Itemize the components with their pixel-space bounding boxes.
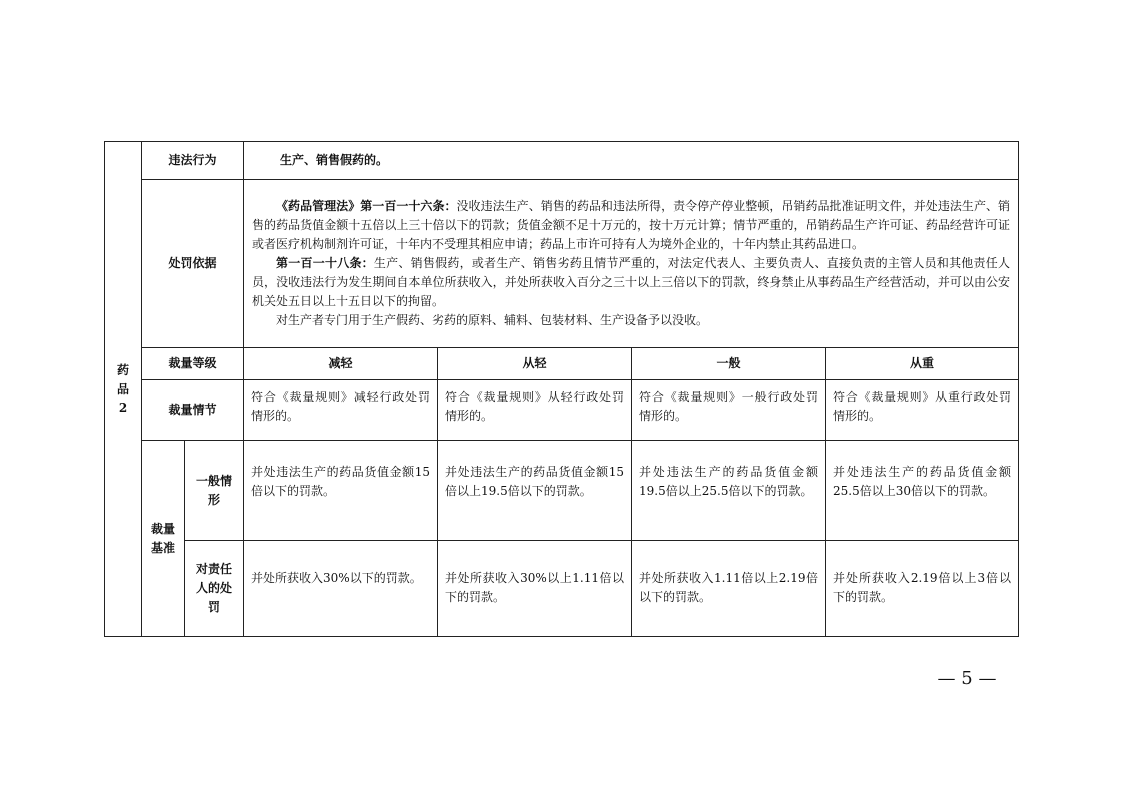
article-118-text: 生产、销售假药，或者生产、销售劣药且情节严重的，对法定代表人、主要负责人、直接负责的主管人员和其他责任人员，没收违法行为发生期间自本单位所获收入，并处所获收入百分之三十以上三倍以下的罚款，终身禁止从事药品生产经营活动，并可以由公安机关处五日以上十五日以下的拘留。 <box>252 255 1011 308</box>
responsible-benchmark-row <box>105 541 1019 637</box>
penalty-table <box>104 141 1019 637</box>
levels-row <box>105 348 1019 380</box>
circumstances-label: 裁量情节 <box>142 380 244 441</box>
basis-row <box>105 180 1019 348</box>
article-116-text: 没收违法生产、销售的药品和违法所得，责令停产停业整顿，吊销药品批准证明文件，并处违法生产、销售的药品货值金额十五倍以上三十倍以下的罚款；货值金额不足十万元的，按十万元计算；情节严重的，吊销药品生产许可证、药品经营许可证或者医疗机构制剂许可证，十年内不受理其相应申请；药品上市许可持有人为境外企业的，十年内禁止其药品进口。 <box>252 198 1011 251</box>
responsible-mitigated: 并处所获收入30%以下的罚款。 <box>244 541 438 637</box>
general-general: 并处违法生产的药品货值金额19.5倍以上25.5倍以下的罚款。 <box>632 441 826 541</box>
general-case-label <box>185 441 244 541</box>
benchmark-label-line1: 裁量 <box>150 521 175 536</box>
violation-text: 生产、销售假药的。 <box>244 142 1019 180</box>
benchmark-label-line2: 基准 <box>150 540 175 555</box>
responsible-severe: 并处所获收入2.19倍以上3倍以下的罚款。 <box>826 541 1019 637</box>
violation-label: 违法行为 <box>142 142 244 180</box>
circumstance-lenient: 符合《裁量规则》从轻行政处罚情形的。 <box>438 380 632 441</box>
levels-label: 裁量等级 <box>142 348 244 380</box>
general-case-label-line2: 形 <box>208 492 221 507</box>
responsible-person-label <box>185 541 244 637</box>
circumstance-severe: 符合《裁量规则》从重行政处罚情形的。 <box>826 380 1019 441</box>
general-benchmark-row <box>105 441 1019 541</box>
category-number: 2 <box>118 400 128 415</box>
basis-label: 处罚依据 <box>142 180 244 348</box>
page-number: — 5 — <box>937 668 997 689</box>
basis-paragraph-3: 对生产者专门用于生产假药、劣药的原料、辅料、包装材料、生产设备予以没收。 <box>276 312 709 327</box>
violation-row <box>105 142 1019 180</box>
benchmark-label <box>142 441 185 637</box>
circumstance-general: 符合《裁量规则》一般行政处罚情形的。 <box>632 380 826 441</box>
article-116-title: 《药品管理法》第一百一十六条： <box>276 198 457 213</box>
category-char-2: 品 <box>116 381 129 396</box>
article-118-title: 第一百一十八条： <box>276 255 374 270</box>
level-lenient: 从轻 <box>438 348 632 380</box>
basis-paragraph-2 <box>252 254 1010 311</box>
responsible-label-line2: 人的处 <box>196 581 233 595</box>
responsible-label-line3: 罚 <box>208 600 221 614</box>
level-mitigated: 减轻 <box>244 348 438 380</box>
circumstance-mitigated: 符合《裁量规则》减轻行政处罚情形的。 <box>244 380 438 441</box>
responsible-label-line1: 对责任 <box>196 562 233 576</box>
responsible-general: 并处所获收入1.11倍以上2.19倍以下的罚款。 <box>632 541 826 637</box>
basis-paragraph-1 <box>252 197 1010 254</box>
level-general: 一般 <box>632 348 826 380</box>
general-lenient: 并处违法生产的药品货值金额15倍以上19.5倍以下的罚款。 <box>438 441 632 541</box>
level-severe: 从重 <box>826 348 1019 380</box>
general-case-label-line1: 一般情 <box>196 473 233 488</box>
general-mitigated: 并处违法生产的药品货值金额15倍以下的罚款。 <box>244 441 438 541</box>
responsible-lenient: 并处所获收入30%以上1.11倍以下的罚款。 <box>438 541 632 637</box>
circumstances-row <box>105 380 1019 441</box>
basis-text <box>244 180 1019 348</box>
category-char-1: 药 <box>116 362 129 377</box>
general-severe: 并处违法生产的药品货值金额25.5倍以上30倍以下的罚款。 <box>826 441 1019 541</box>
category-cell <box>105 142 142 637</box>
